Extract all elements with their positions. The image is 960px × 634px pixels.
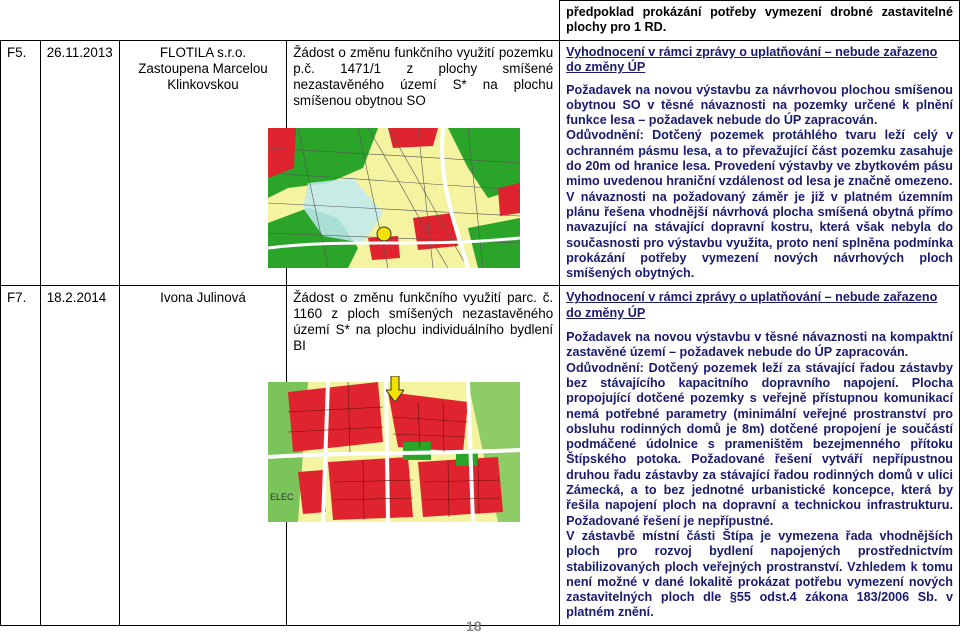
- row1-eval-p3: V návaznosti na požadovaný záměr je již v platném územním plánu řešena vhodnější návrhová plocha smíšená obytná přímo navazující na stávající dopravní kostru, která však nebyla do současnosti pro výstavbu využita, proto není splněna podmínka prokázání potřeby vymezení nových návrhových ploch smíšených obytných.: [566, 189, 953, 281]
- row2-eval-heading: Vyhodnocení v rámci zprávy o uplatňování – nebude zařazeno do změny ÚP: [566, 290, 938, 320]
- row1-eval-cell: [560, 41, 960, 286]
- top-blank-cell: [1, 1, 560, 41]
- row1-eval-p1: Požadavek na novou výstavbu za návrhovou plochou smíšenou obytnou SO v těsné návaznosti na pozemky určené k plnění funkce lesa – požadavek nebude do ÚP zapracován.: [566, 82, 953, 128]
- arrow-marker-icon: [386, 376, 404, 402]
- row1-id: F5.: [1, 41, 41, 286]
- arrow-marker: [386, 376, 404, 402]
- top-eval-text: předpoklad prokázání potřeby vymezení drobné zastavitelné plochy pro 1 RD.: [566, 5, 953, 34]
- map-f5-image: [268, 128, 520, 268]
- row2-date: 18.2.2014: [40, 286, 119, 625]
- page-number: 18: [466, 618, 482, 634]
- row1-eval-p2: Odůvodnění: Dotčený pozemek protáhlého tvaru leží celý v ochranném pásmu lesa, a to převažující část pozemku zasahuje do 20m od hranice lesa. Provedení výstavby ve zbytkovém pásu mimo uvedenou hraniční vzdálenost od lesa je značně omezeno.: [566, 128, 953, 189]
- row2-name: Ivona Julinová: [119, 286, 287, 625]
- row2-eval-p1: Požadavek na novou výstavbu v těsné návaznosti na kompaktní zastavěné území – požadavek nebude do ÚP zapracován.: [566, 330, 953, 360]
- row2-id: F7.: [1, 286, 41, 625]
- row1-date: 26.11.2013: [40, 41, 119, 286]
- map-f5: [268, 128, 520, 268]
- row1-name: FLOTILA s.r.o. Zastoupena Marcelou Klinkovskou: [119, 41, 287, 286]
- top-eval-cell: [560, 1, 960, 41]
- row1-request: Žádost o změnu funkčního využití pozemku p.č. 1471/1 z plochy smíšené nezastavěného území S* na plochu smíšenou obytnou SO: [293, 45, 554, 108]
- row1-eval-heading: Vyhodnocení v rámci zprávy o uplatňování – nebude zařazeno do změny ÚP: [566, 45, 938, 75]
- row2-eval-p3: V zástavbě místní části Štípa je vymezena řada vhodnějších ploch pro rozvoj bydlení napojených prostřednictvím stabilizovaných ploch veřejných prostranství. Vzhledem k tomu není možné v dané lokalitě prokázat potřebu vymezení nových zastavitelných ploch dle §55 odst.4 zákona 183/2006 Sb. v platném znění.: [566, 528, 953, 620]
- row2-eval-p2: Odůvodnění: Dotčený pozemek leží za stávající řadou zástavby bez stávajícího kapacitního dopravního napojení. Plocha propojující dotčené pozemky s veřejně přístupnou komunikací nemá potřebné parametry (minimální veřejné prostranství pro obsluhu rodinných domů je 8m) dotčené propojení je součástí podmáčené údolnice s prameništěm bezejmenného přítoku Štípského potoka. Požadované řešení vytváří nepřípustnou druhou řadu zástavby za stávající řadou rodinných domů v ulici Zámecká, a to bez jednotné urbanistické koncepce, která by řešila napojení ploch na dopravní a technickou infrastrukturu. Požadované řešení je nepřípustné.: [566, 360, 953, 528]
- row2-eval-cell: [560, 286, 960, 625]
- map-f7-label: ELEC: [270, 492, 294, 502]
- row2-request: Žádost o změnu funkčního využití parc. č. 1160 z ploch smíšených nezastavěného území S* na plochu individuálního bydlení BI: [293, 290, 554, 354]
- map-f7-image: [268, 382, 520, 522]
- map-f7: [268, 382, 520, 522]
